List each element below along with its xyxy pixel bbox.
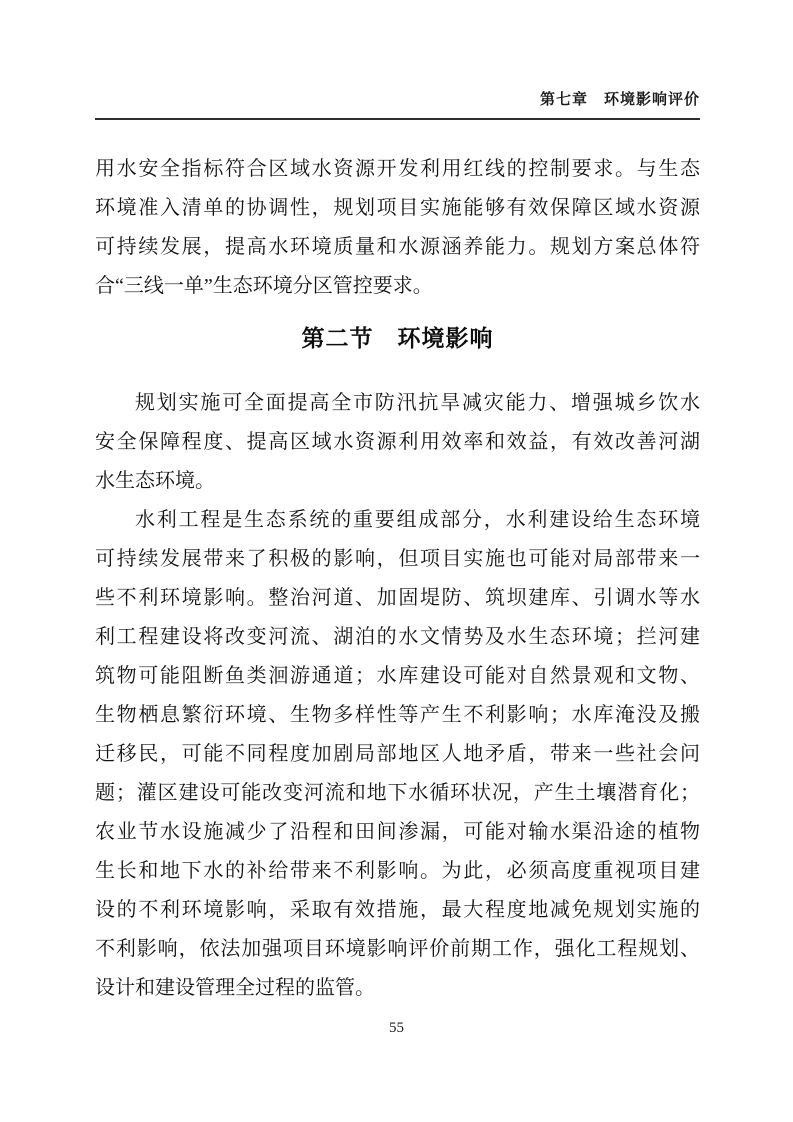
text-line: 农业节水设施减少了沿程和田间渗漏，可能对输水渠沿途的植物	[95, 821, 700, 843]
text-line: 生物栖息繁衍环境、生物多样性等产生不利影响；水库淹没及搬	[95, 704, 700, 726]
text-line: 筑物可能阻断鱼类洄游通道；水库建设可能对自然景观和文物、	[95, 665, 700, 687]
header-rule-divider	[95, 118, 700, 120]
text-line: 设的不利环境影响，采取有效措施，最大程度地减免规划实施的	[95, 899, 700, 921]
document-body	[95, 150, 700, 1008]
paragraph-adverse-impacts	[95, 501, 700, 1008]
paragraph-plan-benefits	[95, 384, 700, 501]
text-line: 设计和建设管理全过程的监管。	[95, 977, 375, 999]
text-line: 水利工程是生态系统的重要组成部分，水利建设给生态环境	[135, 509, 700, 531]
text-line: 可持续发展，提高水环境质量和水源涵养能力。规划方案总体符	[95, 236, 700, 258]
page-header	[95, 0, 700, 109]
section-heading-environment-impact: 第二节 环境影响	[301, 326, 494, 351]
text-line: 不利影响，依法加强项目环境影响评价前期工作，强化工程规划、	[95, 938, 700, 960]
text-line: 规划实施可全面提高全市防汛抗旱减灾能力、增强城乡饮水	[135, 392, 700, 414]
text-line: 环境准入清单的协调性，规划项目实施能够有效保障区域水资源	[95, 197, 700, 219]
text-line: 安全保障程度、提高区域水资源利用效率和效益，有效改善河湖	[95, 431, 700, 453]
text-line: 利工程建设将改变河流、湖泊的水文情势及水生态环境；拦河建	[95, 626, 700, 648]
text-line: 生长和地下水的补给带来不利影响。为此，必须高度重视项目建	[95, 860, 700, 882]
text-line: 迁移民，可能不同程度加剧局部地区人地矛盾，带来一些社会问	[95, 743, 700, 765]
text-line: 用水安全指标符合区域水资源开发利用红线的控制要求。与生态	[95, 158, 700, 180]
page-number: 55	[389, 1020, 404, 1036]
text-line: 水生态环境。	[95, 470, 215, 492]
running-head-chapter-title: 第七章 环境影响评价	[539, 91, 700, 108]
text-line: 合“三线一单”生态环境分区管控要求。	[95, 275, 433, 297]
text-line: 题；灌区建设可能改变河流和地下水循环状况，产生土壤潜育化；	[95, 782, 700, 804]
text-line: 可持续发展带来了积极的影响，但项目实施也可能对局部带来一	[95, 548, 700, 570]
paragraph-water-safety	[95, 150, 700, 306]
text-line: 些不利环境影响。整治河道、加固堤防、筑坝建库、引调水等水	[95, 587, 700, 609]
